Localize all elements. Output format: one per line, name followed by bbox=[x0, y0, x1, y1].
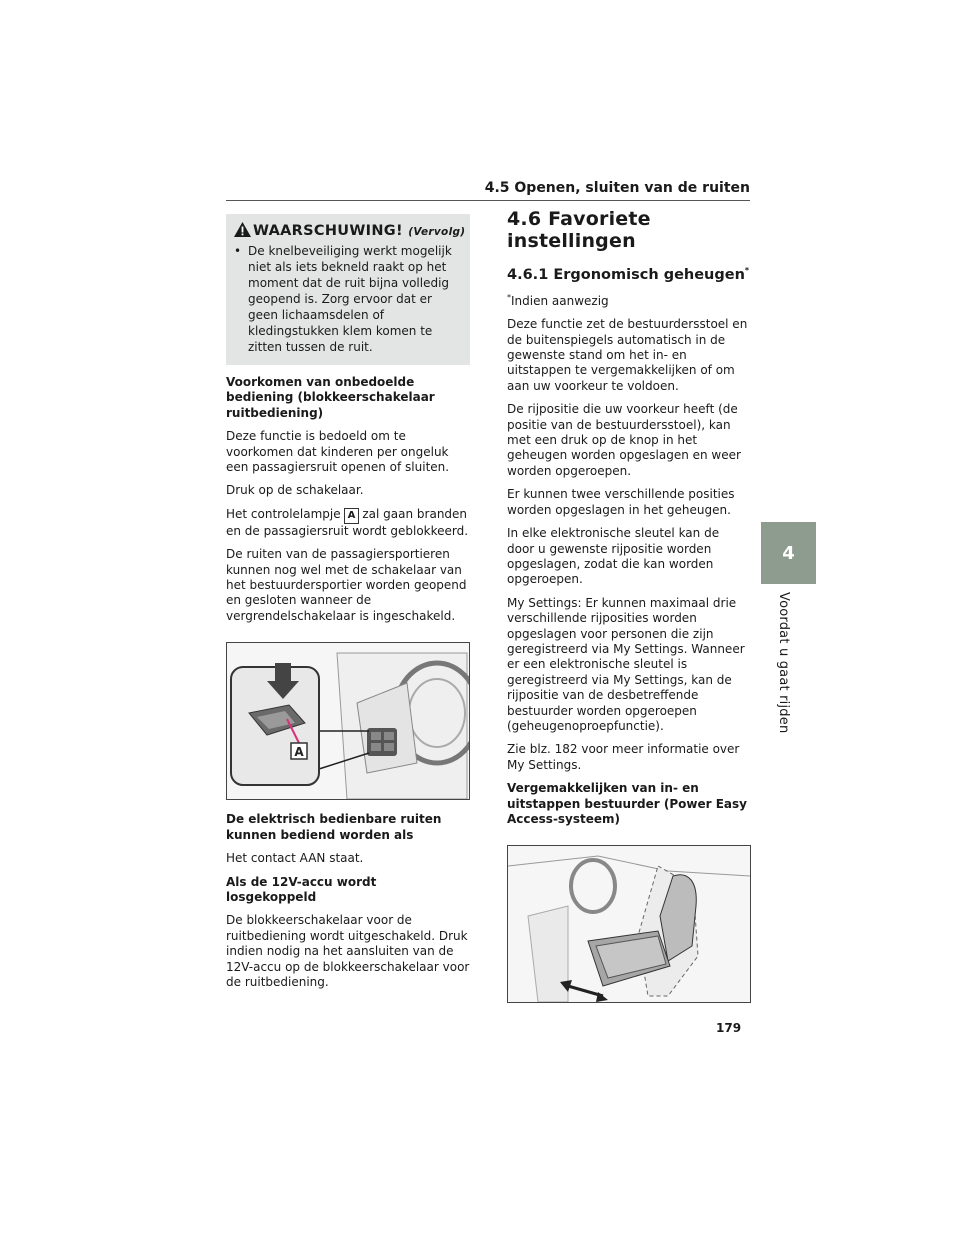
chapter-tab: 4 bbox=[761, 522, 816, 584]
paragraph: My Settings: Er kunnen maximaal drie verschillende rijposities worden opgeslagen voor personen die zijn geregistreerd via My Settings. Wanneer er een elektronische sleutel is geregistreerd via My Settings, kan de rijpositie van de desbetreffende bestuurder worden opgeroepen (geheugenoproepfunctie). bbox=[507, 595, 745, 733]
footnote bbox=[507, 290, 750, 309]
paragraph: Er kunnen twee verschillende posities worden opgeslagen in het geheugen. bbox=[507, 487, 735, 517]
warning-item: • De knelbeveiliging werkt mogelijk niet als iets bekneld raakt op het moment dat de ruit bijna volledig geopend is. Zorg ervoor dat er geen lichaamsdelen of kledingstukken klem komen te zitten tussen de ruit. bbox=[234, 243, 460, 355]
warning-continued: (Vervolg) bbox=[408, 226, 466, 238]
paragraph: De blokkeerschakelaar voor de ruitbediening wordt uitgeschakeld. Druk indien nodig na het aansluiten van de 12V-accu op de blokkeerschakelaar voor de ruitbediening. bbox=[226, 913, 470, 989]
heading-easy-access: Vergemakkelijken van in- en uitstappen bestuurder (Power Easy Access-systeem) bbox=[507, 781, 747, 827]
warning-box bbox=[226, 214, 470, 365]
window-lock-illustration bbox=[227, 643, 469, 799]
figure-label: A bbox=[294, 745, 304, 760]
paragraph: De rijpositie die uw voorkeur heeft (de positie van de bestuurdersstoel), kan met een druk op de knop in het geheugen worden opgeslagen en weer worden opgeroepen. bbox=[507, 402, 741, 478]
window-lock-switch-figure bbox=[226, 642, 470, 800]
subsection-title-text: 4.6.1 Ergonomisch geheugen bbox=[507, 266, 745, 283]
paragraph: Druk op de schakelaar. bbox=[226, 483, 364, 498]
paragraph-indicator bbox=[226, 507, 470, 539]
footnote-mark: * bbox=[507, 292, 511, 302]
paragraph: In elke elektronische sleutel kan de door u gewenste rijpositie worden opgeslagen, zodat die kan worden opgeroepen. bbox=[507, 526, 720, 587]
paragraph: De ruiten van de passagiersportieren kunnen nog wel met de schakelaar van het bestuurdersportier worden geopend en gesloten wanneer de vergrendelschakelaar is ingeschakeld. bbox=[226, 547, 467, 623]
paragraph: Het contact AAN staat. bbox=[226, 851, 364, 866]
heading-prevent-operation: Voorkomen van onbedoelde bediening (blokkeerschakelaar ruitbediening) bbox=[226, 375, 435, 420]
paragraph: Deze functie is bedoeld om te voorkomen dat kinderen per ongeluk een passagiersruit openen of sluiten. bbox=[226, 429, 450, 475]
warning-title bbox=[234, 222, 466, 239]
header-divider bbox=[226, 200, 750, 201]
heading-operable-when: De elektrisch bedienbare ruiten kunnen bediend worden als bbox=[226, 812, 442, 842]
seat-figure bbox=[507, 845, 751, 1003]
right-column bbox=[507, 208, 750, 1015]
footnote-text: Indien aanwezig bbox=[511, 293, 609, 308]
subsection-title bbox=[507, 266, 750, 283]
warning-icon bbox=[234, 222, 251, 237]
section-header: 4.5 Openen, sluiten van de ruiten bbox=[484, 180, 750, 196]
indicator-text-after: zal gaan branden en de passagiersruit wordt geblokkeerd. bbox=[226, 506, 469, 538]
seat-illustration bbox=[508, 846, 750, 1002]
footnote-mark: * bbox=[744, 266, 750, 275]
chapter-label: Voordat u gaat rijden bbox=[776, 592, 791, 734]
page-number: 179 bbox=[716, 1021, 742, 1035]
section-title: 4.6 Favoriete instellingen bbox=[507, 208, 651, 252]
warning-title-text: WAARSCHUWING! bbox=[253, 223, 403, 239]
indicator-text-before: Het controlelampje bbox=[226, 506, 341, 521]
left-column bbox=[226, 214, 470, 998]
indicator-badge: A bbox=[344, 508, 360, 524]
paragraph: Zie blz. 182 voor meer informatie over My Settings. bbox=[507, 742, 740, 772]
paragraph: Deze functie zet de bestuurdersstoel en de buitenspiegels automatisch in de gewenste stand om het in- en uitstappen te vergemakkelijken of om aan uw voorkeur te voldoen. bbox=[507, 317, 748, 393]
heading-battery-disconnected: Als de 12V-accu wordt losgekoppeld bbox=[226, 874, 377, 904]
